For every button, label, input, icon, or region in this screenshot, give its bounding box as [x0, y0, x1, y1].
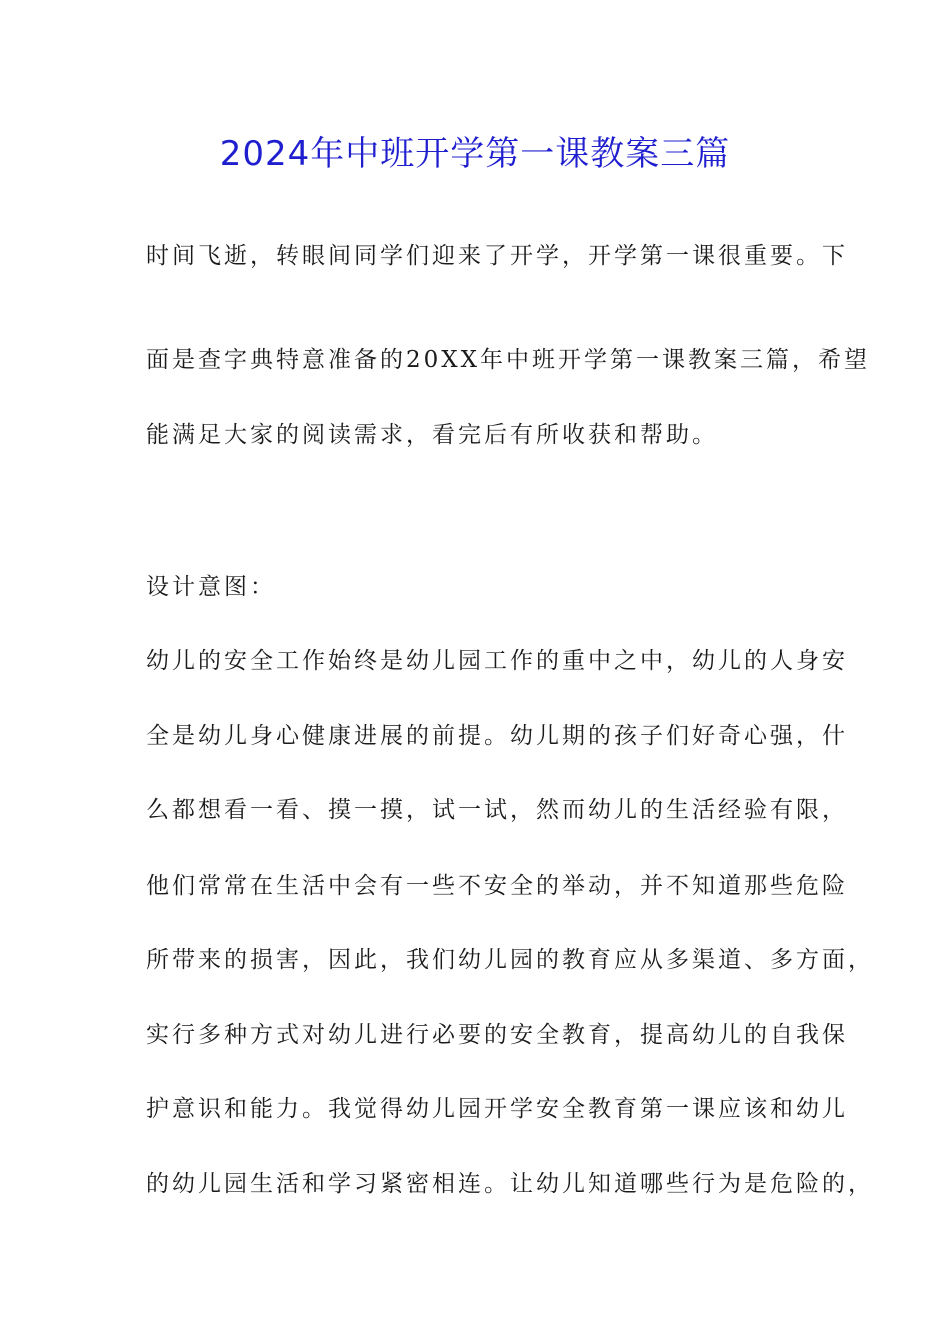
body-line: 他们常常在生活中会有一些不安全的举动，并不知道那些危险 [146, 873, 848, 899]
body-line: 实行多种方式对幼儿进行必要的安全教育，提高幼儿的自我保 [146, 1022, 848, 1048]
body-line: 护意识和能力。我觉得幼儿园开学安全教育第一课应该和幼儿 [146, 1096, 848, 1122]
body-line: 全是幼儿身心健康进展的前提。幼儿期的孩子们好奇心强，什 [146, 723, 848, 749]
body-line: 幼儿的安全工作始终是幼儿园工作的重中之中，幼儿的人身安 [146, 648, 848, 674]
intro-line: 能满足大家的阅读需求，看完后有所收获和帮助。 [146, 422, 718, 448]
body-line: 的幼儿园生活和学习紧密相连。让幼儿知道哪些行为是危险的， [146, 1171, 874, 1197]
intro-line: 面是查字典特意准备的20XX年中班开学第一课教案三篇，希望 [146, 347, 871, 373]
intro-line: 时间飞逝，转眼间同学们迎来了开学，开学第一课很重要。下 [146, 243, 848, 269]
body-line: 么都想看一看、摸一摸，试一试，然而幼儿的生活经验有限， [146, 797, 848, 823]
document-title: 2024年中班开学第一课教案三篇 [219, 134, 731, 174]
body-line: 所带来的损害，因此，我们幼儿园的教育应从多渠道、多方面， [146, 947, 874, 973]
section-heading: 设计意图： [146, 574, 276, 600]
